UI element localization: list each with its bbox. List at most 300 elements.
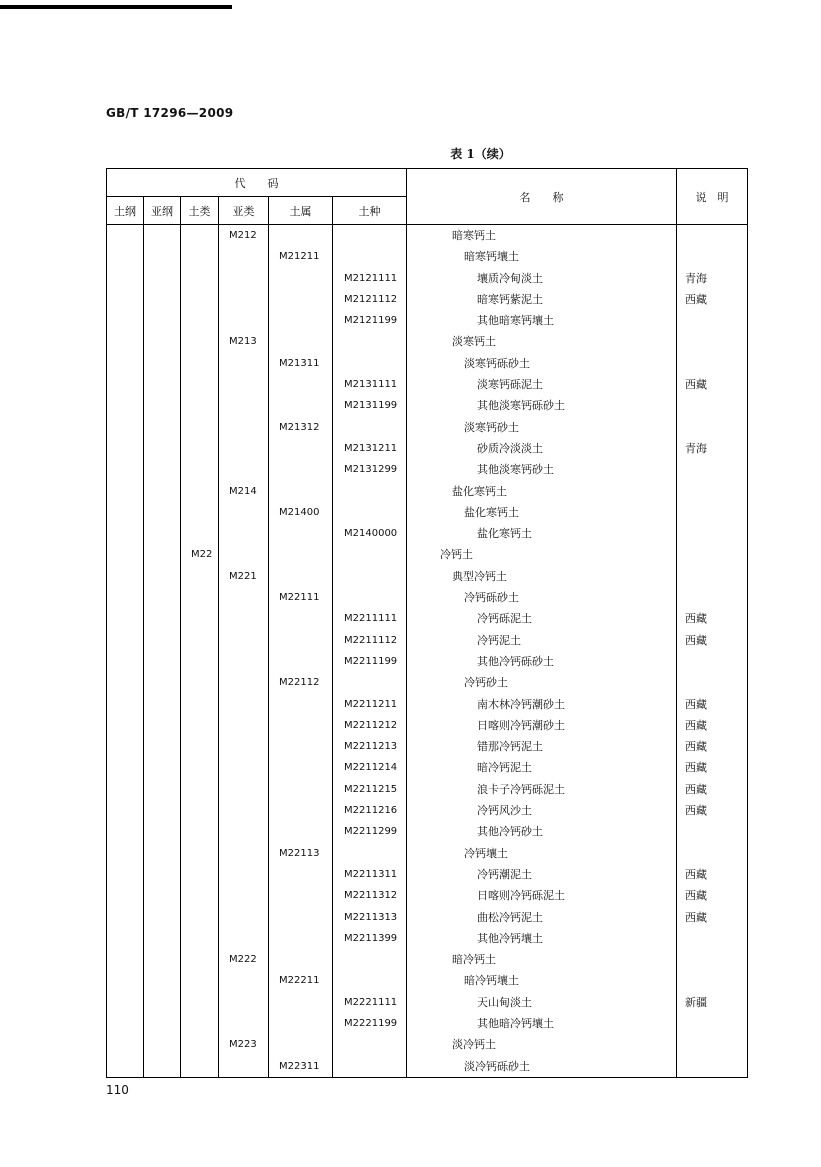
code-cell: M2221111 bbox=[333, 992, 407, 1013]
empty-cell bbox=[181, 779, 219, 800]
empty-cell bbox=[144, 694, 181, 715]
empty-cell bbox=[333, 544, 407, 565]
empty-cell bbox=[181, 1056, 219, 1078]
empty-cell bbox=[269, 395, 333, 416]
empty-cell bbox=[269, 736, 333, 757]
name-cell: 冷钙风沙土 bbox=[407, 800, 677, 821]
empty-cell bbox=[144, 459, 181, 480]
table-row bbox=[107, 523, 748, 544]
note-cell: 西藏 bbox=[677, 715, 748, 736]
top-rule bbox=[0, 5, 232, 9]
empty-cell bbox=[107, 459, 144, 480]
empty-cell bbox=[333, 246, 407, 267]
name-cell: 壤质冷甸淡土 bbox=[407, 268, 677, 289]
empty-cell bbox=[107, 225, 144, 247]
empty-cell bbox=[333, 566, 407, 587]
empty-cell bbox=[181, 310, 219, 331]
table-row bbox=[107, 1034, 748, 1055]
empty-cell bbox=[107, 970, 144, 991]
empty-cell bbox=[144, 736, 181, 757]
note-cell: 西藏 bbox=[677, 374, 748, 395]
empty-cell bbox=[333, 1056, 407, 1078]
empty-cell bbox=[269, 481, 333, 502]
name-cell: 冷钙砾泥土 bbox=[407, 608, 677, 629]
empty-cell bbox=[219, 523, 269, 544]
soil-classification-table bbox=[106, 168, 748, 1078]
note-cell: 西藏 bbox=[677, 907, 748, 928]
empty-cell bbox=[144, 268, 181, 289]
empty-cell bbox=[107, 779, 144, 800]
note-cell bbox=[677, 523, 748, 544]
empty-cell bbox=[107, 523, 144, 544]
empty-cell bbox=[144, 502, 181, 523]
note-cell: 西藏 bbox=[677, 885, 748, 906]
note-cell bbox=[677, 566, 748, 587]
table-row bbox=[107, 268, 748, 289]
empty-cell bbox=[219, 459, 269, 480]
empty-cell bbox=[219, 970, 269, 991]
empty-cell bbox=[107, 843, 144, 864]
empty-cell bbox=[107, 353, 144, 374]
empty-cell bbox=[107, 694, 144, 715]
empty-cell bbox=[144, 864, 181, 885]
empty-cell bbox=[219, 864, 269, 885]
table-row bbox=[107, 502, 748, 523]
empty-cell bbox=[107, 992, 144, 1013]
empty-cell bbox=[181, 246, 219, 267]
empty-cell bbox=[333, 481, 407, 502]
note-cell: 新疆 bbox=[677, 992, 748, 1013]
empty-cell bbox=[181, 864, 219, 885]
empty-cell bbox=[219, 374, 269, 395]
code-cell: M2211211 bbox=[333, 694, 407, 715]
name-cell: 冷钙砂土 bbox=[407, 672, 677, 693]
empty-cell bbox=[181, 672, 219, 693]
empty-cell bbox=[219, 1013, 269, 1034]
empty-cell bbox=[181, 289, 219, 310]
empty-cell bbox=[144, 800, 181, 821]
table-row bbox=[107, 736, 748, 757]
header-suborder: 亚纲 bbox=[144, 197, 181, 225]
empty-cell bbox=[107, 374, 144, 395]
code-cell: M2131111 bbox=[333, 374, 407, 395]
code-cell: M2211216 bbox=[333, 800, 407, 821]
empty-cell bbox=[107, 1013, 144, 1034]
table-row bbox=[107, 651, 748, 672]
empty-cell bbox=[144, 885, 181, 906]
note-cell bbox=[677, 970, 748, 991]
empty-cell bbox=[333, 502, 407, 523]
code-cell: M2131211 bbox=[333, 438, 407, 459]
empty-cell bbox=[181, 459, 219, 480]
empty-cell bbox=[333, 672, 407, 693]
empty-cell bbox=[144, 715, 181, 736]
note-cell: 西藏 bbox=[677, 779, 748, 800]
empty-cell bbox=[107, 395, 144, 416]
empty-cell bbox=[333, 1034, 407, 1055]
empty-cell bbox=[144, 566, 181, 587]
name-cell: 盐化寒钙土 bbox=[407, 502, 677, 523]
empty-cell bbox=[144, 757, 181, 778]
code-cell: M221 bbox=[219, 566, 269, 587]
empty-cell bbox=[181, 651, 219, 672]
empty-cell bbox=[269, 310, 333, 331]
code-cell: M21400 bbox=[269, 502, 333, 523]
note-cell bbox=[677, 1056, 748, 1078]
empty-cell bbox=[107, 757, 144, 778]
name-cell: 暗寒钙壤土 bbox=[407, 246, 677, 267]
empty-cell bbox=[144, 523, 181, 544]
name-cell: 天山甸淡土 bbox=[407, 992, 677, 1013]
empty-cell bbox=[107, 331, 144, 352]
code-cell: M2211313 bbox=[333, 907, 407, 928]
code-cell: M22111 bbox=[269, 587, 333, 608]
empty-cell bbox=[144, 417, 181, 438]
empty-cell bbox=[219, 821, 269, 842]
empty-cell bbox=[144, 970, 181, 991]
empty-cell bbox=[107, 864, 144, 885]
table-row bbox=[107, 353, 748, 374]
empty-cell bbox=[107, 1056, 144, 1078]
code-cell: M2211213 bbox=[333, 736, 407, 757]
code-cell: M2211112 bbox=[333, 630, 407, 651]
empty-cell bbox=[144, 1056, 181, 1078]
code-cell: M222 bbox=[219, 949, 269, 970]
empty-cell bbox=[144, 481, 181, 502]
table-row bbox=[107, 757, 748, 778]
empty-cell bbox=[107, 587, 144, 608]
name-cell: 暗寒钙土 bbox=[407, 225, 677, 247]
empty-cell bbox=[333, 353, 407, 374]
empty-cell bbox=[219, 992, 269, 1013]
note-cell: 青海 bbox=[677, 438, 748, 459]
note-cell bbox=[677, 1034, 748, 1055]
empty-cell bbox=[144, 544, 181, 565]
note-cell: 西藏 bbox=[677, 864, 748, 885]
empty-cell bbox=[219, 587, 269, 608]
empty-cell bbox=[144, 672, 181, 693]
name-cell: 冷钙土 bbox=[407, 544, 677, 565]
empty-cell bbox=[219, 907, 269, 928]
empty-cell bbox=[181, 821, 219, 842]
empty-cell bbox=[269, 608, 333, 629]
name-cell: 淡冷钙土 bbox=[407, 1034, 677, 1055]
code-cell: M2221199 bbox=[333, 1013, 407, 1034]
name-cell: 暗冷钙壤土 bbox=[407, 970, 677, 991]
name-cell: 日喀则冷钙潮砂土 bbox=[407, 715, 677, 736]
header-order: 土纲 bbox=[107, 197, 144, 225]
table-row bbox=[107, 1013, 748, 1034]
name-cell: 其他暗寒钙壤土 bbox=[407, 310, 677, 331]
empty-cell bbox=[269, 885, 333, 906]
empty-cell bbox=[269, 757, 333, 778]
empty-cell bbox=[144, 928, 181, 949]
empty-cell bbox=[144, 779, 181, 800]
empty-cell bbox=[107, 566, 144, 587]
code-cell: M223 bbox=[219, 1034, 269, 1055]
table-row bbox=[107, 225, 748, 247]
code-cell: M2211199 bbox=[333, 651, 407, 672]
empty-cell bbox=[107, 651, 144, 672]
empty-cell bbox=[269, 544, 333, 565]
empty-cell bbox=[181, 630, 219, 651]
empty-cell bbox=[219, 310, 269, 331]
empty-cell bbox=[144, 1034, 181, 1055]
note-cell: 西藏 bbox=[677, 608, 748, 629]
empty-cell bbox=[107, 1034, 144, 1055]
empty-cell bbox=[219, 630, 269, 651]
empty-cell bbox=[107, 736, 144, 757]
empty-cell bbox=[107, 715, 144, 736]
note-cell bbox=[677, 481, 748, 502]
empty-cell bbox=[181, 502, 219, 523]
empty-cell bbox=[269, 821, 333, 842]
empty-cell bbox=[181, 353, 219, 374]
empty-cell bbox=[181, 970, 219, 991]
name-cell: 淡寒钙土 bbox=[407, 331, 677, 352]
note-cell: 青海 bbox=[677, 268, 748, 289]
empty-cell bbox=[144, 1013, 181, 1034]
empty-cell bbox=[107, 289, 144, 310]
empty-cell bbox=[219, 757, 269, 778]
code-cell: M22311 bbox=[269, 1056, 333, 1078]
name-cell: 冷钙壤土 bbox=[407, 843, 677, 864]
name-cell: 砂质冷淡淡土 bbox=[407, 438, 677, 459]
code-cell: M2211312 bbox=[333, 885, 407, 906]
note-cell bbox=[677, 459, 748, 480]
empty-cell bbox=[181, 715, 219, 736]
name-cell: 暗冷钙泥土 bbox=[407, 757, 677, 778]
empty-cell bbox=[107, 544, 144, 565]
table-row bbox=[107, 694, 748, 715]
table-row bbox=[107, 544, 748, 565]
note-cell bbox=[677, 949, 748, 970]
note-cell bbox=[677, 310, 748, 331]
empty-cell bbox=[181, 757, 219, 778]
empty-cell bbox=[181, 523, 219, 544]
empty-cell bbox=[181, 949, 219, 970]
empty-cell bbox=[219, 1056, 269, 1078]
empty-cell bbox=[181, 800, 219, 821]
note-cell bbox=[677, 331, 748, 352]
name-cell: 淡冷钙砾砂土 bbox=[407, 1056, 677, 1078]
empty-cell bbox=[269, 1034, 333, 1055]
empty-cell bbox=[269, 374, 333, 395]
empty-cell bbox=[219, 843, 269, 864]
code-cell: M2131199 bbox=[333, 395, 407, 416]
table-row bbox=[107, 949, 748, 970]
code-cell: M2211299 bbox=[333, 821, 407, 842]
table-row bbox=[107, 438, 748, 459]
empty-cell bbox=[144, 353, 181, 374]
empty-cell bbox=[269, 630, 333, 651]
table-row bbox=[107, 630, 748, 651]
code-cell: M214 bbox=[219, 481, 269, 502]
empty-cell bbox=[107, 885, 144, 906]
empty-cell bbox=[107, 481, 144, 502]
empty-cell bbox=[144, 821, 181, 842]
table-row bbox=[107, 821, 748, 842]
note-cell bbox=[677, 502, 748, 523]
empty-cell bbox=[219, 651, 269, 672]
note-cell: 西藏 bbox=[677, 800, 748, 821]
code-cell: M2211311 bbox=[333, 864, 407, 885]
name-cell: 日喀则冷钙砾泥土 bbox=[407, 885, 677, 906]
empty-cell bbox=[181, 1013, 219, 1034]
header-code-group: 代 码 bbox=[107, 169, 407, 197]
empty-cell bbox=[107, 417, 144, 438]
table-row bbox=[107, 885, 748, 906]
table-row bbox=[107, 246, 748, 267]
name-cell: 典型冷钙土 bbox=[407, 566, 677, 587]
empty-cell bbox=[219, 417, 269, 438]
table-row bbox=[107, 843, 748, 864]
empty-cell bbox=[333, 970, 407, 991]
table-row bbox=[107, 992, 748, 1013]
empty-cell bbox=[107, 502, 144, 523]
empty-cell bbox=[144, 310, 181, 331]
empty-cell bbox=[144, 630, 181, 651]
note-cell bbox=[677, 417, 748, 438]
empty-cell bbox=[144, 651, 181, 672]
code-cell: M2211214 bbox=[333, 757, 407, 778]
empty-cell bbox=[144, 246, 181, 267]
note-cell bbox=[677, 587, 748, 608]
code-cell: M2131299 bbox=[333, 459, 407, 480]
table-row bbox=[107, 715, 748, 736]
empty-cell bbox=[107, 800, 144, 821]
empty-cell bbox=[269, 566, 333, 587]
empty-cell bbox=[107, 630, 144, 651]
name-cell: 其他淡寒钙砾砂土 bbox=[407, 395, 677, 416]
empty-cell bbox=[333, 225, 407, 247]
table-row bbox=[107, 800, 748, 821]
empty-cell bbox=[144, 587, 181, 608]
table-row bbox=[107, 864, 748, 885]
empty-cell bbox=[219, 608, 269, 629]
table-body bbox=[107, 225, 748, 1078]
empty-cell bbox=[333, 587, 407, 608]
empty-cell bbox=[144, 331, 181, 352]
name-cell: 淡寒钙砂土 bbox=[407, 417, 677, 438]
empty-cell bbox=[219, 268, 269, 289]
empty-cell bbox=[107, 949, 144, 970]
empty-cell bbox=[181, 608, 219, 629]
name-cell: 冷钙泥土 bbox=[407, 630, 677, 651]
empty-cell bbox=[107, 246, 144, 267]
empty-cell bbox=[181, 331, 219, 352]
empty-cell bbox=[219, 438, 269, 459]
empty-cell bbox=[269, 289, 333, 310]
empty-cell bbox=[181, 694, 219, 715]
empty-cell bbox=[219, 928, 269, 949]
name-cell: 暗冷钙土 bbox=[407, 949, 677, 970]
code-cell: M2121199 bbox=[333, 310, 407, 331]
empty-cell bbox=[269, 715, 333, 736]
page-number: 110 bbox=[106, 1083, 129, 1097]
table-row bbox=[107, 928, 748, 949]
empty-cell bbox=[269, 225, 333, 247]
table-row bbox=[107, 672, 748, 693]
note-cell bbox=[677, 395, 748, 416]
code-cell: M2140000 bbox=[333, 523, 407, 544]
table-row bbox=[107, 566, 748, 587]
note-cell bbox=[677, 672, 748, 693]
empty-cell bbox=[181, 417, 219, 438]
code-cell: M21211 bbox=[269, 246, 333, 267]
code-cell: M22112 bbox=[269, 672, 333, 693]
table-row bbox=[107, 374, 748, 395]
name-cell: 其他冷钙砾砂土 bbox=[407, 651, 677, 672]
code-cell: M213 bbox=[219, 331, 269, 352]
empty-cell bbox=[269, 459, 333, 480]
name-cell: 冷钙砾砂土 bbox=[407, 587, 677, 608]
empty-cell bbox=[269, 651, 333, 672]
empty-cell bbox=[181, 1034, 219, 1055]
code-cell: M2211212 bbox=[333, 715, 407, 736]
empty-cell bbox=[269, 523, 333, 544]
empty-cell bbox=[144, 843, 181, 864]
code-cell: M2121111 bbox=[333, 268, 407, 289]
empty-cell bbox=[181, 225, 219, 247]
empty-cell bbox=[269, 438, 333, 459]
note-cell bbox=[677, 353, 748, 374]
empty-cell bbox=[269, 268, 333, 289]
code-cell: M2211399 bbox=[333, 928, 407, 949]
empty-cell bbox=[269, 907, 333, 928]
empty-cell bbox=[144, 395, 181, 416]
table-row bbox=[107, 459, 748, 480]
note-cell: 西藏 bbox=[677, 757, 748, 778]
table-row bbox=[107, 417, 748, 438]
empty-cell bbox=[181, 992, 219, 1013]
empty-cell bbox=[269, 1013, 333, 1034]
empty-cell bbox=[107, 928, 144, 949]
empty-cell bbox=[219, 800, 269, 821]
empty-cell bbox=[107, 907, 144, 928]
table-row bbox=[107, 289, 748, 310]
empty-cell bbox=[219, 289, 269, 310]
empty-cell bbox=[181, 395, 219, 416]
empty-cell bbox=[181, 843, 219, 864]
name-cell: 曲松冷钙泥土 bbox=[407, 907, 677, 928]
code-cell: M22211 bbox=[269, 970, 333, 991]
code-cell: M22113 bbox=[269, 843, 333, 864]
empty-cell bbox=[219, 395, 269, 416]
note-cell: 西藏 bbox=[677, 630, 748, 651]
note-cell: 西藏 bbox=[677, 289, 748, 310]
empty-cell bbox=[219, 672, 269, 693]
empty-cell bbox=[144, 608, 181, 629]
empty-cell bbox=[181, 736, 219, 757]
empty-cell bbox=[269, 694, 333, 715]
empty-cell bbox=[181, 566, 219, 587]
standard-number: GB/T 17296—2009 bbox=[106, 106, 234, 120]
code-cell: M2211215 bbox=[333, 779, 407, 800]
name-cell: 其他暗冷钙壤土 bbox=[407, 1013, 677, 1034]
note-cell bbox=[677, 246, 748, 267]
empty-cell bbox=[219, 779, 269, 800]
empty-cell bbox=[219, 885, 269, 906]
empty-cell bbox=[181, 481, 219, 502]
empty-cell bbox=[269, 779, 333, 800]
name-cell: 错那冷钙泥土 bbox=[407, 736, 677, 757]
header-note: 说 明 bbox=[677, 169, 748, 225]
table-title-text: 表 1（续） bbox=[450, 147, 511, 161]
empty-cell bbox=[181, 268, 219, 289]
empty-cell bbox=[144, 225, 181, 247]
note-cell bbox=[677, 544, 748, 565]
